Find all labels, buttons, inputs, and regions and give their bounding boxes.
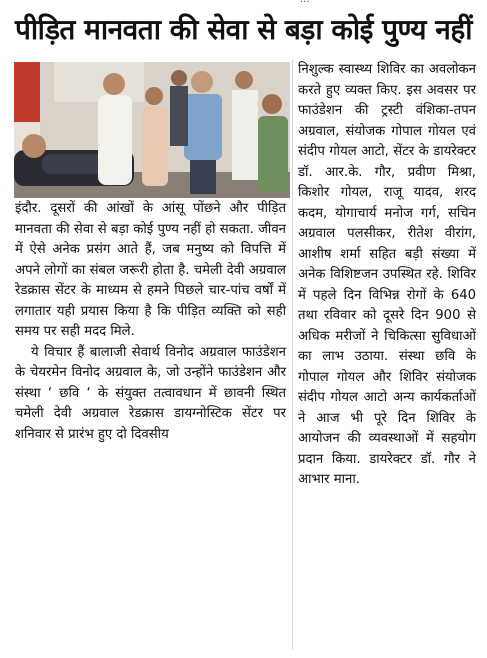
photo-blue-man-trousers bbox=[190, 160, 216, 194]
news-photo-illustration bbox=[14, 62, 290, 198]
photo-bg-body-2 bbox=[232, 90, 258, 180]
photo-blue-man-head bbox=[191, 71, 213, 93]
photo-woman-head bbox=[145, 87, 163, 105]
photo-bg-head-1 bbox=[171, 70, 187, 86]
column-divider bbox=[292, 60, 293, 650]
photo-woman-dress bbox=[142, 106, 168, 186]
news-photo bbox=[14, 62, 290, 198]
article-left-column bbox=[15, 199, 286, 445]
photo-right-woman-dress bbox=[258, 116, 288, 192]
photo-bg-body-1 bbox=[170, 86, 188, 146]
photo-red-sign bbox=[14, 62, 40, 122]
photo-man-head bbox=[103, 73, 125, 95]
photo-blue-shirt bbox=[184, 94, 222, 160]
top-strip-text bbox=[300, 0, 310, 5]
article-paragraph-1: इंदौर. दूसरों की आंखों के आंसू पोंछने और पीड़ित मानवता की सेवा से बड़ा कोई पुण्य नहीं हो सकता. जीवन में ऐसे अनेक प्रसंग आते हैं, जब मनुष्य को विपत्ति में अपने लोगों का संबल जरूरी होता है. चमेली देवी अग्रवाल रेडक्रास सेंटर के माध्यम से हमने पिछले चार-पांच वर्षों में लगातार यही प्रयास किया है कि पीड़ित व्यक्ति को सही समय पर सही मदद मिले. bbox=[15, 201, 286, 339]
photo-man-kurta bbox=[98, 95, 132, 185]
article-paragraph-3: निशुल्क स्वास्थ्य शिविर का अवलोकन करते हुए व्यक्त किए. इस अवसर पर फाउंडेशन की ट्रस्टी वंशिका-तपन अग्रवाल, संयोजक गोपाल गोयल एवं संदीप गोयल आटो, सेंटर के डायरेक्टर डॉ. आर.के. गौर, प्रवीण मिश्रा, किशोर गोयल, राजू यादव, शरद कदम, योगाचार्य मनोज गर्ग, सचिन अग्रवाल पलसीकर, रीतेश वीरांग, आशीष शर्मा सहित बड़ी संख्या में अनेक विशिष्टजन उपस्थित रहे. शिविर में पहले दिन विभिन्न रोगों के 640 तथा रविवार को दूसरे दिन 900 से अधिक मरीजों ने चिकित्सा सुविधाओं का लाभ उठाया. संस्था छवि के गोपाल गोयल और शिविर संयोजक संदीप गोयल आटो अन्य कार्यकर्ताओं ने आज भी पूरे दिन शिविर के आयोजन की व्यवस्थाओं में सहयोग प्रदान किया. डायरेक्टर डॉ. गौर ने आभार माना. bbox=[298, 62, 476, 487]
photo-right-woman-head bbox=[262, 94, 282, 114]
photo-window bbox=[54, 62, 144, 102]
headline: पीड़ित मानवता की सेवा से बड़ा कोई पुण्य नहीं bbox=[15, 13, 472, 46]
article-right-column bbox=[298, 60, 476, 491]
photo-patient-head bbox=[22, 134, 46, 158]
article-paragraph-2: ये विचार हैं बालाजी सेवार्थ विनोद अग्रवाल फाउंडेशन के चेयरमेन विनोद अग्रवाल के, जो उन्होंने फाउंडेशन और संस्था ‘ छवि ‘ के संयुक्त तत्वावधान में छावनी स्थित चमेली देवी अग्रवाल रेडक्रास डायग्नोस्टिक सेंटर पर शनिवार से प्रारंभ हुए दो दिवसीय bbox=[15, 344, 286, 442]
photo-bg-head-2 bbox=[235, 71, 253, 89]
